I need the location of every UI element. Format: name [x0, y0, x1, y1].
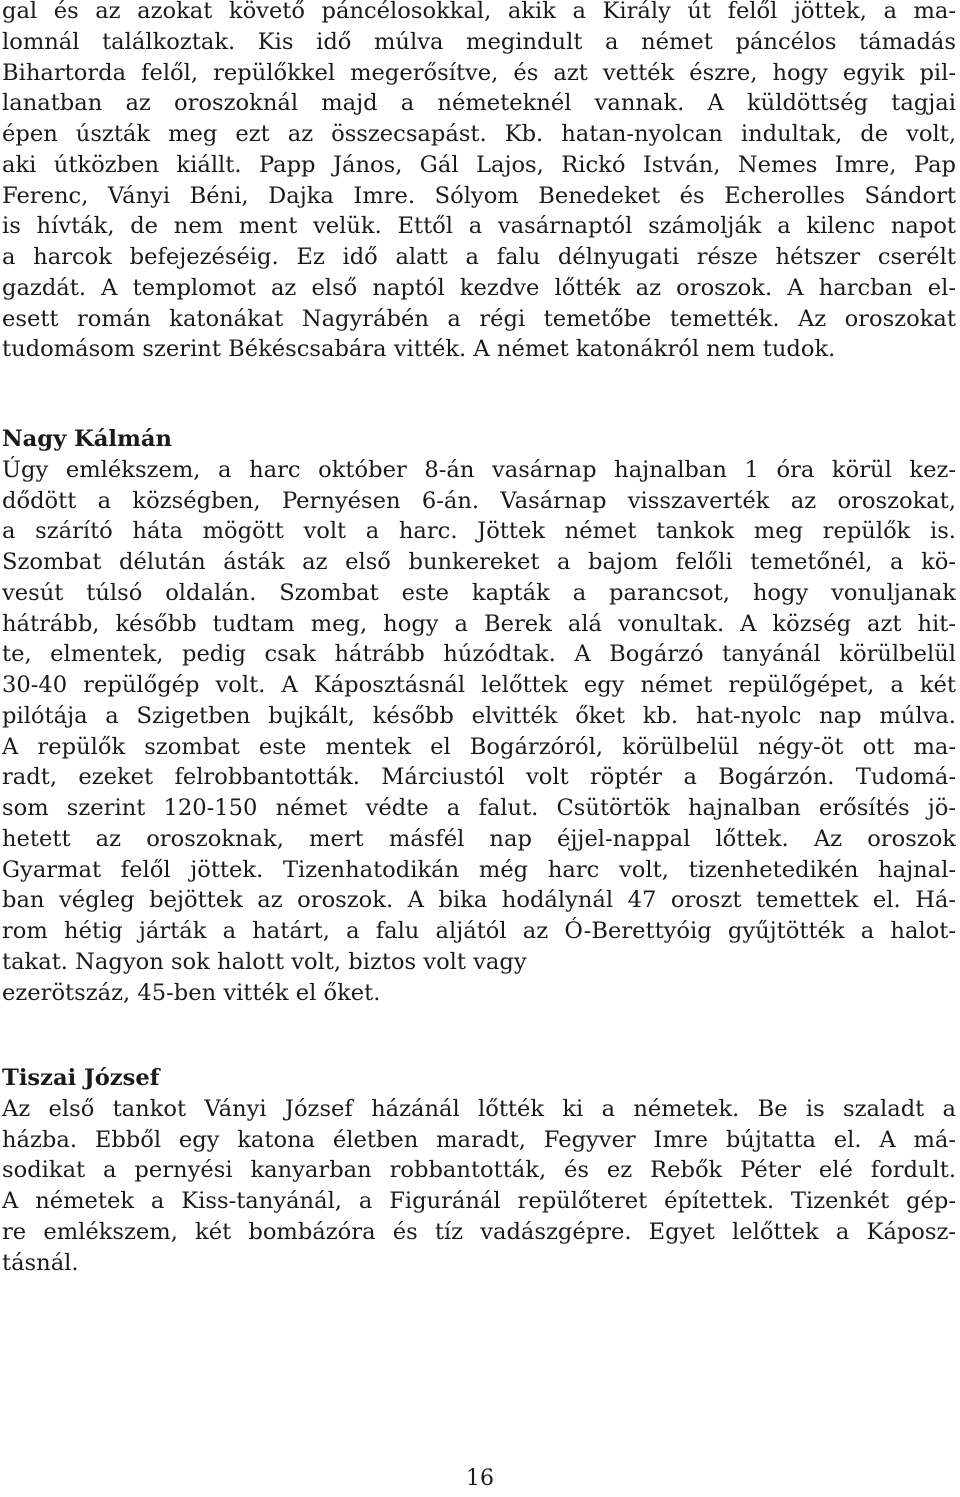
- text-line: aki útközben kiállt. Papp János, Gál Lajos, Rickó István, Nemes Imre, Pap: [2, 151, 956, 178]
- text-line: tásnál.: [2, 1249, 79, 1276]
- text-line: a harcok befejezéséig. Ez idő alatt a falu délnyugati része hétszer cserélt: [2, 244, 956, 270]
- text-line: Ferenc, Ványi Béni, Dajka Imre. Sólyom Benedeket és Echerolles Sándort: [2, 182, 956, 209]
- text-line: takat. Nagyon sok halott volt, biztos volt vagy: [2, 948, 527, 975]
- text-line: Úgy emlékszem, a harc október 8-án vasárnap hajnalban 1 óra körül kez-: [2, 456, 956, 483]
- section-continuation: [2, 0, 956, 365]
- text-line: 30-40 repülőgép volt. A Káposztásnál lelőttek egy német repülőgépet, a két: [2, 672, 956, 698]
- text-line: ban végleg bejöttek az oroszok. A bika hodálynál 47 oroszt temettek el. Há-: [2, 887, 956, 914]
- text-line: lomnál találkoztak. Kis idő múlva megindult a német páncélos támadás: [2, 28, 956, 55]
- text-line: re emlékszem, két bombázóra és tíz vadászgépre. Egyet lelőttek a Káposz-: [2, 1218, 956, 1245]
- section-nagy-kalman: [2, 424, 956, 1008]
- section-heading: Tiszai József: [2, 1065, 160, 1091]
- text-line: gazdát. A templomot az első naptól kezdve lőtték az oroszok. A harcban el-: [2, 274, 956, 301]
- text-line: gal és az azokat követő páncélosokkal, akik a Király út felől jöttek, a ma-: [2, 0, 956, 24]
- text-line: Gyarmat felől jöttek. Tizenhatodikán még harc volt, tizenhetedikén hajnal-: [2, 856, 956, 883]
- text-line: A németek a Kiss-tanyánál, a Figuránál repülőteret építettek. Tizenkét gép-: [2, 1188, 956, 1214]
- text-line: rom hétig járták a határt, a falu aljától az Ó-Berettyóig gyűjtötték a halot-: [2, 918, 956, 944]
- text-line: esett román katonákat Nagyrábén a régi temetőbe temették. Az oroszokat: [2, 305, 956, 332]
- text-line: a szárító háta mögött volt a harc. Jöttek német tankok meg repülők is.: [2, 518, 956, 545]
- text-line: épen úszták meg ezt az összecsapást. Kb. hatan-nyolcan indultak, de volt,: [2, 121, 956, 147]
- text-line: hátrább, később tudtam meg, hogy a Berek alá vonultak. A község azt hit-: [2, 610, 956, 637]
- text-line: hetett az oroszoknak, mert másfél nap éjjel-nappal lőttek. Az oroszok: [2, 825, 956, 852]
- text-line: házba. Ebből egy katona életben maradt, Fegyver Imre bújtatta el. A má-: [2, 1126, 956, 1153]
- text-line: radt, ezeket felrobbantották. Márciustól volt röptér a Bogárzón. Tudomá-: [2, 764, 956, 791]
- text-line: Az első tankot Ványi József házánál lőtték ki a németek. Be is szaladt a: [2, 1095, 956, 1122]
- text-line: is hívták, de nem ment velük. Ettől a vasárnaptól számolják a kilenc napot: [2, 213, 956, 240]
- text-line: Bihartorda felől, repülőkkel megerősítve, és azt vették észre, hogy egyik pil-: [2, 59, 956, 86]
- page-number: 16: [466, 1466, 494, 1491]
- text-line: ezerötszáz, 45-ben vitték el őket.: [2, 979, 381, 1006]
- text-line: pilótája a Szigetben bujkált, később elvitték őket kb. hat-nyolc nap múlva.: [2, 702, 956, 729]
- text-line: te, elmentek, pedig csak hátrább húzódtak. A Bogárzó tanyánál körülbelül: [2, 641, 956, 668]
- text-line: dődött a községben, Pernyésen 6-án. Vasárnap visszaverték az oroszokat,: [2, 487, 956, 514]
- text-line: Szombat délután ásták az első bunkereket a bajom felőli temetőnél, a kö-: [2, 549, 956, 575]
- section-heading: Nagy Kálmán: [2, 426, 172, 452]
- text-line: lanatban az oroszoknál majd a németeknél vannak. A küldöttség tagjai: [2, 90, 956, 117]
- text-line: A repülők szombat este mentek el Bogárzóról, körülbelül négy-öt ott ma-: [2, 733, 956, 760]
- text-line: som szerint 120-150 német védte a falut. Csütörtök hajnalban erősítés jö-: [2, 795, 956, 821]
- text-line: tudomásom szerint Békéscsabára vitték. A német katonákról nem tudok.: [2, 336, 836, 363]
- text-line: vesút túlsó oldalán. Szombat este kapták a parancsot, hogy vonuljanak: [2, 579, 956, 606]
- text-line: sodikat a pernyési kanyarban robbantották, és ez Rebők Péter elé fordult.: [2, 1157, 956, 1184]
- section-tiszai-jozsef: [2, 1063, 956, 1278]
